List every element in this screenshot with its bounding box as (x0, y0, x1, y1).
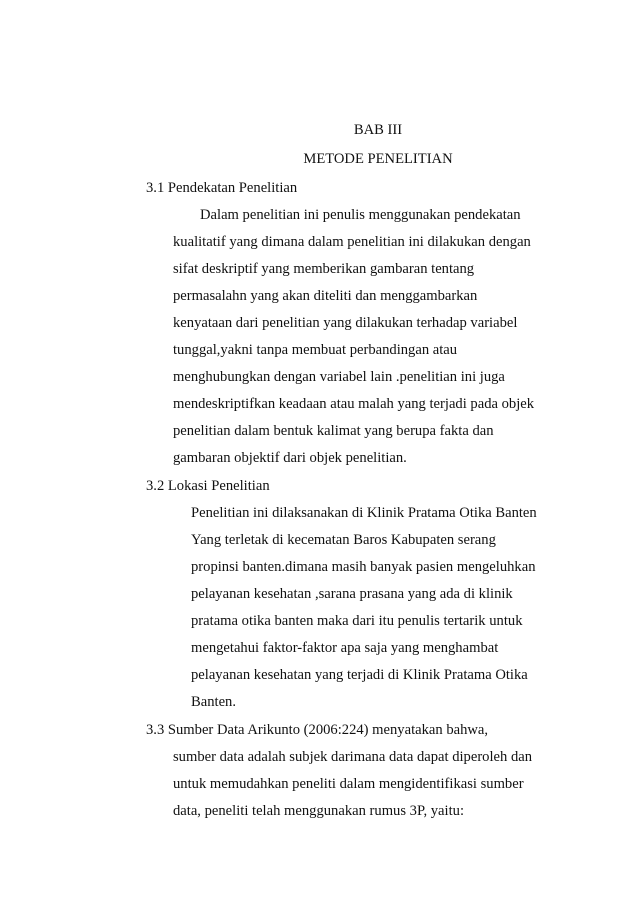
section-heading-3-2: 3.2 Lokasi Penelitian (146, 478, 270, 494)
chapter-label: BAB III (353, 122, 403, 138)
paragraph-line: Banten. (191, 694, 236, 710)
paragraph-line: tunggal,yakni tanpa membuat perbandingan atau (173, 342, 458, 358)
paragraph-line: gambaran objektif dari objek penelitian. (173, 450, 407, 466)
paragraph-line: penelitian dalam bentuk kalimat yang berupa fakta dan (173, 423, 494, 439)
paragraph-line: sifat deskriptif yang memberikan gambaran tentang (173, 261, 475, 277)
paragraph-line: kualitatif yang dimana dalam penelitian ini dilakukan dengan (173, 234, 531, 250)
paragraph-line: Yang terletak di kecematan Baros Kabupaten serang (191, 532, 496, 548)
paragraph-line: pelayanan kesehatan ,sarana prasana yang ada di klinik (191, 586, 513, 602)
paragraph-line: sumber data adalah subjek darimana data dapat diperoleh dan (173, 749, 533, 765)
paragraph-line: pratama otika banten maka dari itu penulis tertarik untuk (191, 613, 523, 629)
paragraph-line: Penelitian ini dilaksanakan di Klinik Pratama Otika Banten (191, 505, 537, 521)
paragraph-line: untuk memudahkan peneliti dalam mengidentifikasi sumber (173, 776, 524, 792)
paragraph-line: pelayanan kesehatan yang terjadi di Klinik Pratama Otika (191, 667, 528, 683)
paragraph-line: kenyataan dari penelitian yang dilakukan terhadap variabel (173, 315, 518, 331)
paragraph-line: propinsi banten.dimana masih banyak pasien mengeluhkan (191, 559, 536, 575)
chapter-title: METODE PENELITIAN (303, 151, 453, 167)
paragraph-line: mendeskriptifkan keadaan atau malah yang terjadi pada objek (173, 396, 535, 412)
paragraph-line: menghubungkan dengan variabel lain .penelitian ini juga (173, 369, 505, 385)
section-heading-3-1: 3.1 Pendekatan Penelitian (146, 180, 298, 196)
paragraph-line: data, peneliti telah menggunakan rumus 3P, yaitu: (173, 803, 464, 819)
paragraph-line: Dalam penelitian ini penulis menggunakan pendekatan (200, 207, 521, 223)
section-heading-3-3: 3.3 Sumber Data Arikunto (2006:224) menyatakan bahwa, (146, 722, 489, 738)
paragraph-line: mengetahui faktor-faktor apa saja yang menghambat (191, 640, 499, 656)
paragraph-line: permasalahn yang akan diteliti dan menggambarkan (173, 288, 478, 304)
